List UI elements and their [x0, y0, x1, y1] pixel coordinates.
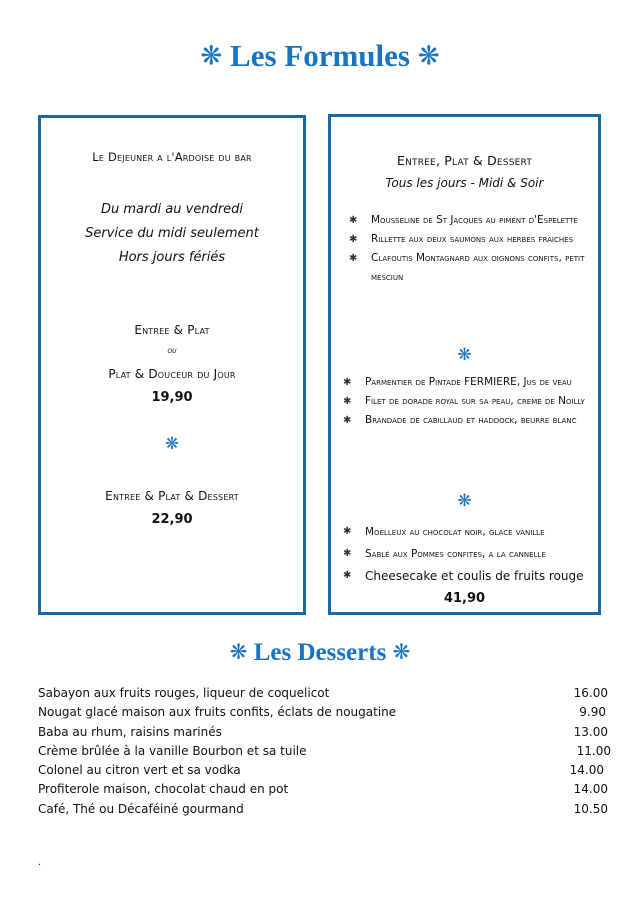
bullet-icon: ✱: [349, 253, 358, 264]
entrees-list: [349, 211, 590, 287]
snowflake-icon: ❋: [457, 491, 472, 511]
list-item: ✱ Clafoutis Montagnard aux oignons confits, petit mesciun: [349, 249, 590, 287]
option-entree-plat: Entree & Plat: [134, 323, 210, 337]
dessert-price: 10.50: [573, 801, 608, 816]
snowflake-icon: ❋: [417, 41, 440, 72]
dessert-name: Crème brûlée à la vanille Bourbon et sa tuile: [38, 743, 307, 758]
plats-list: [343, 373, 590, 430]
bullet-icon: ✱: [349, 215, 358, 226]
dessert-name: Café, Thé ou Décaféiné gourmand: [38, 801, 244, 816]
desserts-list: [343, 521, 590, 587]
schedule-line: Du mardi au vendredi: [100, 202, 244, 217]
bullet-icon: ✱: [343, 377, 352, 388]
dessert-name: Sabayon aux fruits rouges, liqueur de coquelicot: [38, 686, 330, 700]
desserts-menu: [38, 684, 611, 819]
dessert-row: [38, 742, 611, 761]
list-item: ✱ Brandade de cabillaud et haddock, beurre blanc: [343, 411, 590, 430]
dessert-price: 13.00: [573, 724, 608, 739]
dessert-name: Colonel au citron vert et sa vodka: [38, 763, 241, 778]
list-item: ✱ Sablé aux Pommes confites, a la cannelle: [343, 543, 590, 565]
list-item: ✱ Moelleux au chocolat noir, glace vanille: [343, 521, 590, 543]
complete-subtitle: Tous les jours - Midi & Soir: [385, 176, 544, 190]
schedule-line: Service du midi seulement: [85, 226, 259, 241]
list-item: ✱ Mousseline de St Jacques au piment d'Espelette: [349, 211, 590, 230]
snowflake-icon: ❋: [457, 345, 472, 365]
dessert-name: Baba au rhum, raisins marinés: [38, 724, 222, 739]
desserts-title-text: Les Desserts: [253, 639, 387, 666]
dessert-row: [38, 761, 608, 780]
dessert-price: 9.90: [579, 705, 606, 720]
dessert-name: Nougat glacé maison aux fruits confits, éclats de nougatine: [38, 705, 397, 720]
snowflake-icon: ❋: [392, 639, 411, 665]
dessert-row: [38, 703, 608, 722]
dessert-row: [38, 684, 608, 703]
formules-title: [0, 38, 640, 74]
list-item: ✱ Filet de dorade royal sur sa peau, creme de Noilly: [343, 392, 590, 411]
formules-title-text: Les Formules: [230, 38, 410, 73]
dessert-price: 14.00: [573, 782, 608, 797]
dessert-row: [38, 780, 608, 799]
formule-dejeuner-box: [38, 115, 306, 615]
snowflake-icon: ❋: [229, 639, 248, 665]
dessert-name: Profiterole maison, chocolat chaud en pot: [38, 782, 289, 797]
list-item: ✱ Cheesecake et coulis de fruits rouge: [343, 565, 590, 587]
price-19-90: 19,90: [151, 390, 193, 405]
bullet-icon: ✱: [343, 548, 352, 559]
footer-dot: .: [38, 857, 42, 868]
option-plat-douceur: Plat & Douceur du Jour: [108, 367, 236, 381]
price-22-90: 22,90: [151, 512, 193, 527]
snowflake-icon: ❋: [200, 41, 223, 72]
list-item: ✱ Rillette aux deux saumons aux herbes fraiches: [349, 230, 590, 249]
schedule-line: Hors jours fériés: [118, 250, 226, 265]
option-or: ou: [167, 346, 177, 356]
dessert-price: 16.00: [573, 686, 608, 700]
dessert-price: 11.00: [576, 743, 611, 758]
list-item: ✱ Parmentier de Pintade FERMIERE, Jus de veau: [343, 373, 590, 392]
bullet-icon: ✱: [343, 396, 352, 407]
formule-complete-box: [328, 114, 601, 615]
snowflake-icon: ❋: [164, 434, 180, 454]
dessert-price: 14.00: [569, 763, 604, 778]
dessert-row: [38, 800, 608, 819]
option-entree-plat-dessert: Entree & Plat & Dessert: [105, 489, 239, 503]
desserts-title: [0, 639, 640, 667]
bullet-icon: ✱: [343, 415, 352, 426]
dejeuner-heading: Le Dejeuner a l'Ardoise du bar: [92, 150, 252, 164]
price-41-90: 41,90: [443, 591, 486, 606]
dessert-row: [38, 723, 608, 742]
bullet-icon: ✱: [343, 526, 352, 537]
bullet-icon: ✱: [349, 234, 358, 245]
complete-heading: Entree, Plat & Dessert: [396, 153, 533, 168]
bullet-icon: ✱: [343, 570, 352, 581]
